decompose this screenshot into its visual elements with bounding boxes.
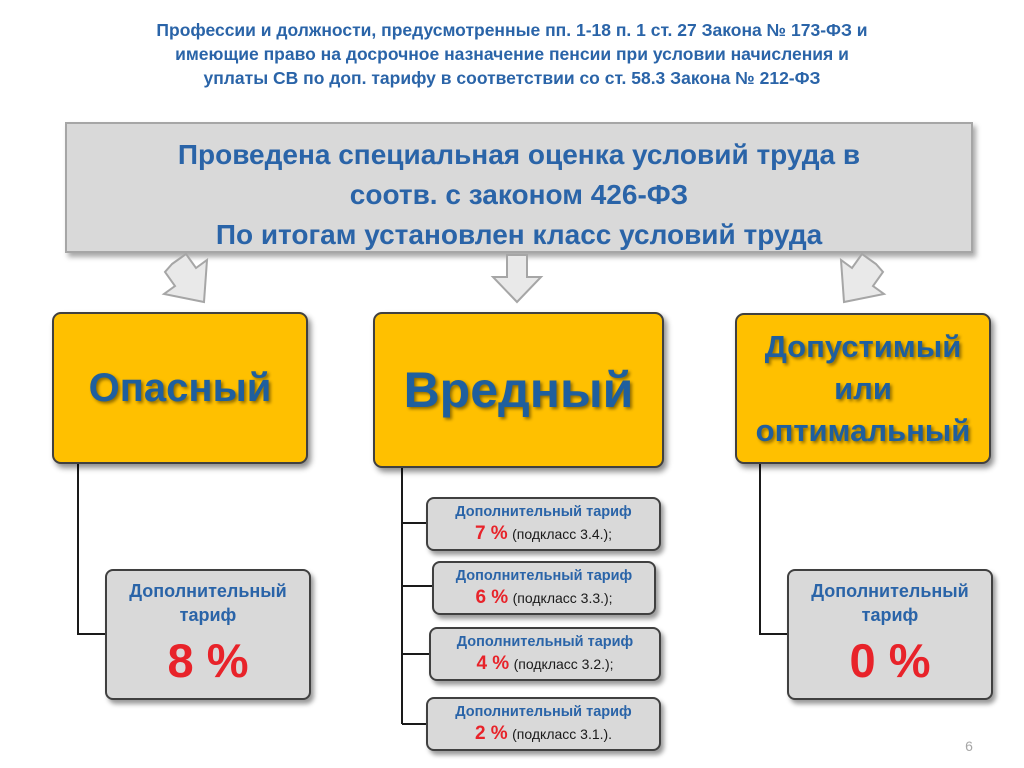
- tariff-harmful-33-box: [432, 561, 656, 615]
- title-line-1: Профессии и должности, предусмотренные пп. 1-18 п. 1 ст. 27 Закона № 173-ФЗ и: [156, 20, 868, 40]
- tariff-harmful-32-label: Дополнительный тариф: [456, 634, 634, 650]
- page-number: 6: [965, 738, 973, 754]
- assessment-line-1: Проведена специальная оценка условий труда в: [177, 139, 861, 170]
- class-acceptable-line-2: или: [834, 370, 892, 406]
- tariff-harmful-34-subclass: (подкласс 3.4.);: [512, 526, 613, 542]
- tariff-harmful-32-box: [429, 627, 661, 681]
- class-harmful-box: [373, 312, 664, 468]
- tariff-dangerous-value: 8 %: [167, 634, 249, 687]
- tariff-harmful-32-value: 4 %: [476, 653, 510, 674]
- title-line-2: имеющие право на досрочное назначение пенсии при условии начисления и: [175, 44, 849, 64]
- tariff-harmful-31-value: 2 %: [474, 723, 508, 744]
- tariff-harmful-34-value: 7 %: [474, 523, 508, 544]
- assessment-line-3: По итогам установлен класс условий труда: [215, 219, 823, 250]
- assessment-line-2: соотв. с законом 426-ФЗ: [349, 179, 689, 210]
- class-acceptable-box: [735, 313, 991, 464]
- tariff-dangerous-box: [105, 569, 311, 700]
- class-acceptable-line-1: Допустимый: [764, 328, 962, 364]
- class-dangerous-box: [52, 312, 308, 464]
- class-harmful-label: Вредный: [403, 362, 634, 418]
- title-line-3: уплаты СВ по доп. тарифу в соответствии со ст. 58.3 Закона № 212-ФЗ: [203, 68, 821, 88]
- tariff-harmful-31-subclass: (подкласс 3.1.).: [512, 726, 613, 742]
- class-dangerous-label: Опасный: [88, 365, 272, 410]
- tariff-dangerous-label-1: Дополнительный: [129, 581, 287, 601]
- tariff-harmful-33-value: 6 %: [475, 587, 509, 608]
- tariff-harmful-33-subclass: (подкласс 3.3.);: [512, 590, 613, 606]
- connector-dangerous: [78, 464, 105, 634]
- tariff-harmful-34-label: Дополнительный тариф: [455, 504, 632, 520]
- tariff-harmful-31-label: Дополнительный тариф: [455, 704, 632, 720]
- tariff-harmful-33-label: Дополнительный тариф: [455, 568, 633, 584]
- tariff-acceptable-value: 0 %: [849, 634, 931, 687]
- tariff-harmful-32-subclass: (подкласс 3.2.);: [513, 656, 614, 672]
- tariff-harmful-34-box: [426, 497, 661, 551]
- tariff-dangerous-label-2: тариф: [179, 605, 237, 625]
- connector-acceptable: [760, 464, 787, 634]
- class-acceptable-line-3: оптимальный: [755, 412, 971, 448]
- tariff-harmful-31-box: [426, 697, 661, 751]
- tariff-acceptable-box: [787, 569, 993, 700]
- tariff-acceptable-label-2: тариф: [861, 605, 919, 625]
- tariff-acceptable-label-1: Дополнительный: [811, 581, 969, 601]
